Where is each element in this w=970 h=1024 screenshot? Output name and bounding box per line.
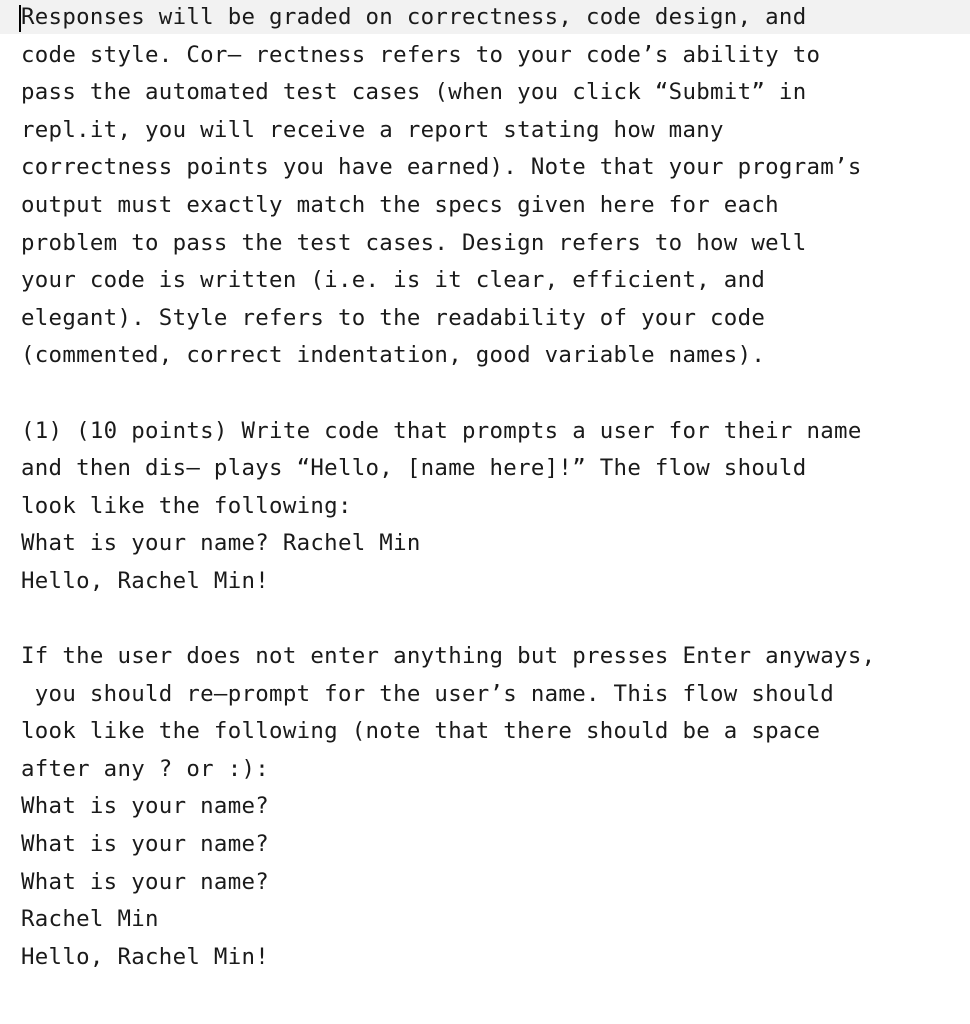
text-line: (1) (10 points) Write code that prompts a user for their name	[21, 417, 862, 444]
document-text[interactable]	[21, 0, 966, 976]
text-line: code style. Cor– rectness refers to your code’s ability to	[21, 41, 821, 68]
text-line: output must exactly match the specs given here for each	[21, 191, 779, 218]
text-line: you should re–prompt for the user’s name. This flow should	[21, 680, 835, 707]
text-line: and then dis– plays “Hello, [name here]!” The flow should	[21, 455, 807, 482]
example-output-line: What is your name?	[21, 831, 270, 858]
text-line: correctness points you have earned). Note that your program’s	[21, 154, 862, 181]
example-output-line: What is your name?	[21, 868, 270, 895]
text-line: repl.it, you will receive a report stating how many	[21, 116, 724, 143]
text-line: Responses will be graded on correctness, code design, and	[21, 4, 807, 30]
text-line: problem to pass the test cases. Design refers to how well	[21, 229, 807, 256]
example-output-line: Rachel Min	[21, 906, 159, 933]
text-line: look like the following (note that there should be a space	[21, 718, 821, 745]
example-output-line: Hello, Rachel Min!	[21, 943, 270, 970]
text-line: If the user does not enter anything but presses Enter anyways,	[21, 643, 876, 670]
blank-line	[21, 601, 966, 639]
text-line: after any ? or :):	[21, 755, 270, 782]
text-line: your code is written (i.e. is it clear, efficient, and	[21, 267, 766, 294]
blank-line	[21, 375, 966, 413]
text-line: elegant). Style refers to the readability of your code	[21, 304, 766, 331]
example-output-line: What is your name?	[21, 793, 270, 820]
text-line: pass the automated test cases (when you click “Submit” in	[21, 79, 807, 106]
example-output-line: What is your name? Rachel Min	[21, 530, 421, 557]
text-line: (commented, correct indentation, good variable names).	[21, 342, 766, 369]
example-output-line: Hello, Rachel Min!	[21, 567, 270, 594]
text-cursor	[19, 5, 21, 32]
text-line: look like the following:	[21, 492, 352, 519]
